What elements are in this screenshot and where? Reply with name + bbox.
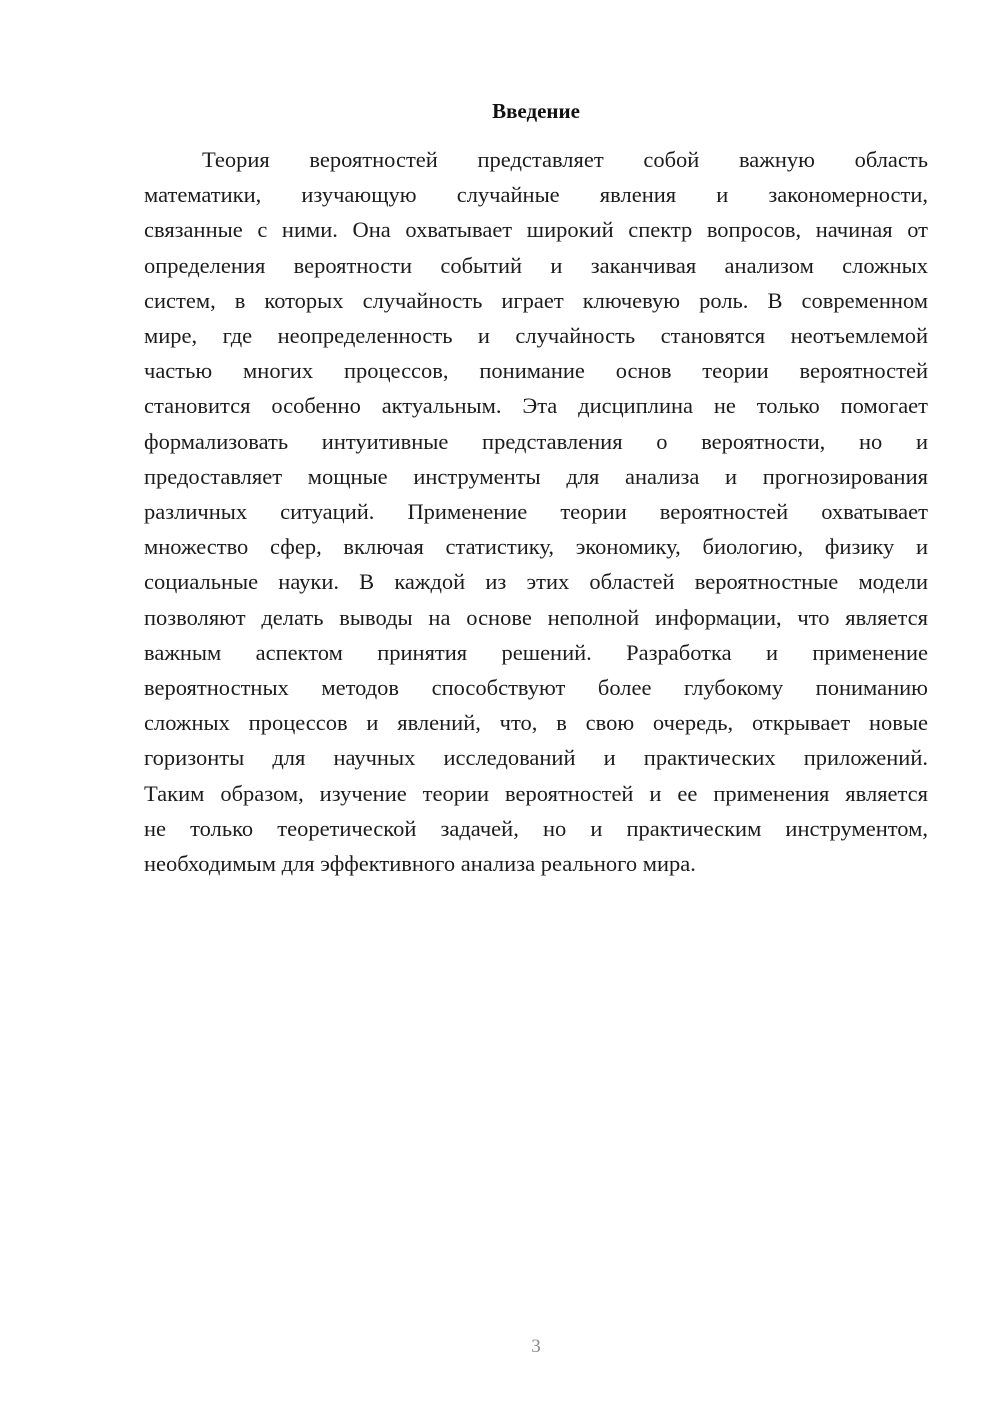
paragraph-line: предоставляет мощные инструменты для анализа и прогнозирования (144, 463, 928, 489)
paragraph-line: связанные с ними. Она охватывает широкий спектр вопросов, начиная от (144, 217, 928, 243)
paragraph-line: частью многих процессов, понимание основ теории вероятностей (144, 358, 928, 384)
paragraph-line: важным аспектом принятия решений. Разработка и применение (144, 639, 928, 665)
paragraph-line: мире, где неопределенность и случайность становятся неотъемлемой (144, 323, 928, 349)
paragraph-line: определения вероятности событий и заканчивая анализом сложных (144, 252, 928, 278)
paragraph-line: социальные науки. В каждой из этих областей вероятностные модели (144, 569, 928, 595)
paragraph-line: сложных процессов и явлений, что, в свою очередь, открывает новые (144, 710, 928, 736)
paragraph-line: не только теоретической задачей, но и практическим инструментом, (144, 815, 928, 841)
paragraph-line: Теория вероятностей представляет собой важную область (202, 147, 928, 172)
paragraph-line: формализовать интуитивные представления о вероятности, но и (144, 428, 928, 454)
paragraph-line: различных ситуаций. Применение теории вероятностей охватывает (144, 499, 928, 525)
paragraph-line: Таким образом, изучение теории вероятностей и ее применения является (144, 780, 928, 806)
body-paragraph (144, 142, 928, 881)
paragraph-line: горизонты для научных исследований и практических приложений. (144, 745, 928, 771)
section-heading: Введение (492, 99, 580, 123)
paragraph-line: множество сфер, включая статистику, экономику, биологию, физику и (144, 534, 928, 560)
paragraph-line: вероятностных методов способствуют более глубокому пониманию (144, 675, 928, 701)
paragraph-line: математики, изучающую случайные явления и закономерности, (144, 182, 928, 208)
paragraph-line: необходимым для эффективного анализа реального мира. (144, 851, 696, 877)
paragraph-line: систем, в которых случайность играет ключевую роль. В современном (144, 287, 928, 313)
paragraph-line: позволяют делать выводы на основе неполной информации, что является (144, 604, 928, 630)
paragraph-line: становится особенно актуальным. Эта дисциплина не только помогает (144, 393, 928, 419)
page-number: 3 (531, 1336, 541, 1357)
